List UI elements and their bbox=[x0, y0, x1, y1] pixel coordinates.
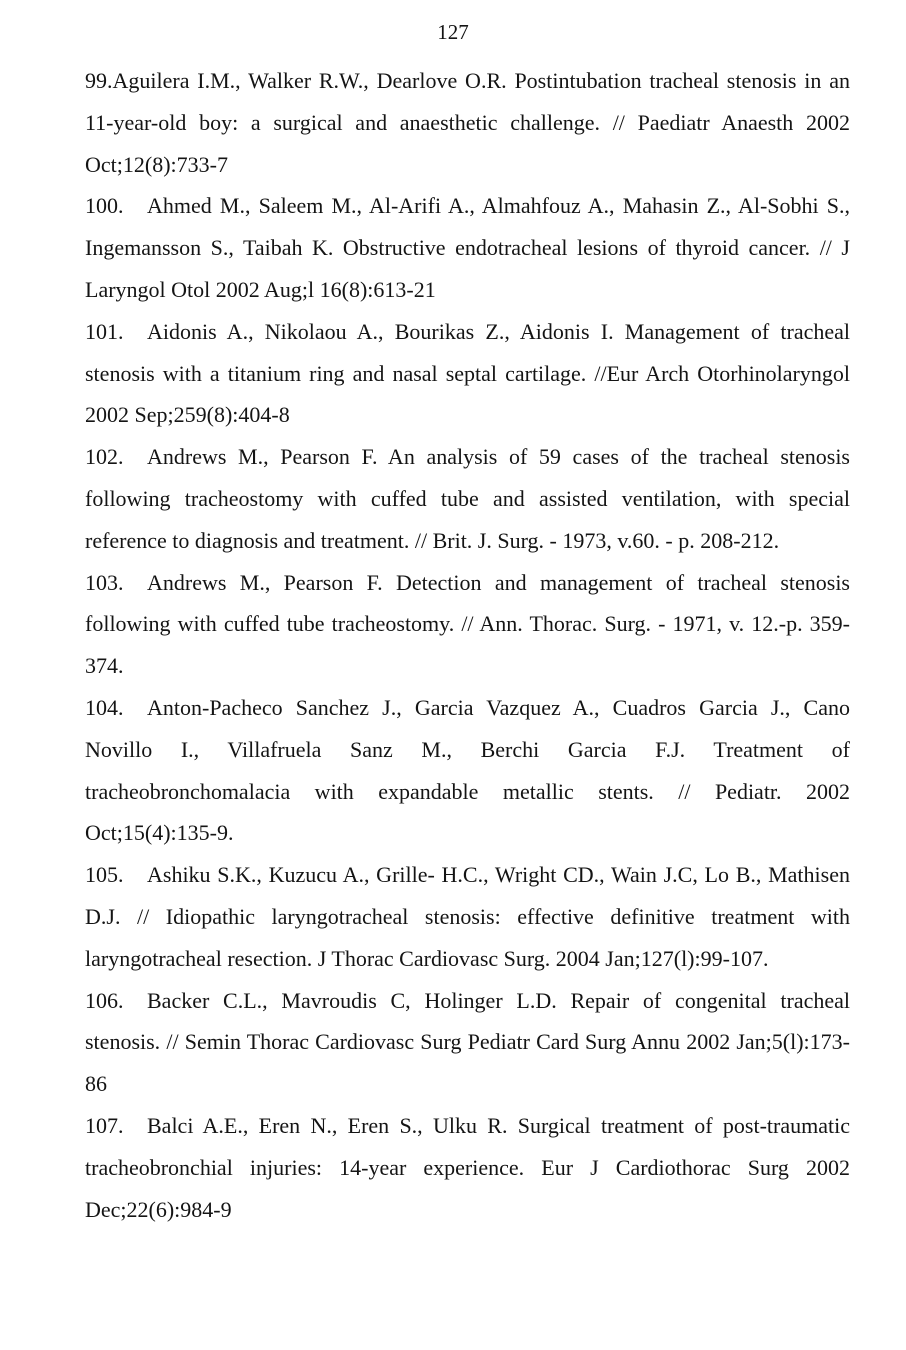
reference-item bbox=[85, 1105, 850, 1230]
reference-text: Aidonis A., Nikolaou A., Bourikas Z., Aidonis I. Management of tracheal stenosis with a titanium ring and nasal septal cartilage. //Eur Arch Otorhinolaryngol 2002 Sep;259(8):404-8 bbox=[85, 318, 850, 428]
reference-item bbox=[85, 436, 850, 561]
reference-number: 103. bbox=[85, 569, 124, 595]
reference-text: Andrews M., Pearson F. Detection and management of tracheal stenosis following with cuffed tube tracheostomy. // Ann. Thorac. Surg. - 1971, v. 12.-p. 359-374. bbox=[85, 569, 850, 679]
reference-item bbox=[85, 185, 850, 310]
reference-text: Aguilera I.M., Walker R.W., Dearlove O.R. Postintubation tracheal stenosis in an 11-year-old boy: a surgical and anaesthetic challenge. // Paediatr Anaesth 2002 Oct;12(8):733-7 bbox=[85, 68, 850, 177]
reference-text: Backer C.L., Mavroudis C, Holinger L.D. Repair of congenital tracheal stenosis. // Semin Thorac Cardiovasc Surg Pediatr Card Surg Annu 2002 Jan;5(l):173-86 bbox=[85, 987, 850, 1097]
reference-number: 107. bbox=[85, 1112, 124, 1138]
reference-number: 100. bbox=[85, 193, 124, 219]
reference-text: Ahmed M., Saleem M., Al-Arifi A., Almahfouz A., Mahasin Z., Al-Sobhi S., Ingemansson S., Taibah K. Obstructive endotracheal lesions of thyroid cancer. // J Laryngol Otol 2002 Aug;l 16(8):613-21 bbox=[85, 193, 850, 302]
reference-number: 104. bbox=[85, 694, 124, 720]
reference-text: Ashiku S.K., Kuzucu A., Grille- H.C., Wright CD., Wain J.C, Lo B., Mathisen D.J. // Idiopathic laryngotracheal stenosis: effective definitive treatment with laryngotracheal resection. J Thorac Cardiovasc Surg. 2004 Jan;127(l):99-107. bbox=[85, 862, 850, 971]
reference-item bbox=[85, 562, 850, 687]
reference-number: 99. bbox=[85, 68, 113, 93]
reference-number: 106. bbox=[85, 987, 124, 1013]
reference-item bbox=[85, 687, 850, 854]
reference-text: Balci A.E., Eren N., Eren S., Ulku R. Surgical treatment of post-traumatic tracheobronchial injuries: 14-year experience. Eur J Cardiothorac Surg 2002 Dec;22(6):984-9 bbox=[85, 1112, 850, 1222]
reference-text: Andrews M., Pearson F. An analysis of 59 cases of the tracheal stenosis following tracheostomy with cuffed tube and assisted ventilation, with special reference to diagnosis and treatment. // Brit. J. Surg. - 1973, v.60. - p. 208-212. bbox=[85, 444, 850, 553]
page-number: 127 bbox=[437, 20, 469, 44]
reference-item bbox=[85, 980, 850, 1105]
reference-list bbox=[85, 60, 850, 1230]
reference-number: 101. bbox=[85, 318, 124, 344]
reference-number: 102. bbox=[85, 444, 124, 470]
reference-number: 105. bbox=[85, 862, 124, 888]
reference-item bbox=[85, 311, 850, 436]
reference-item bbox=[85, 60, 850, 185]
reference-text: Anton-Pacheco Sanchez J., Garcia Vazquez A., Cuadros Garcia J., Cano Novillo I., Villafruela Sanz M., Berchi Garcia F.J. Treatment of tracheobronchomalacia with expandable metallic stents. // Pediatr. 2002 Oct;15(4):135-9. bbox=[85, 694, 850, 846]
reference-item bbox=[85, 854, 850, 979]
